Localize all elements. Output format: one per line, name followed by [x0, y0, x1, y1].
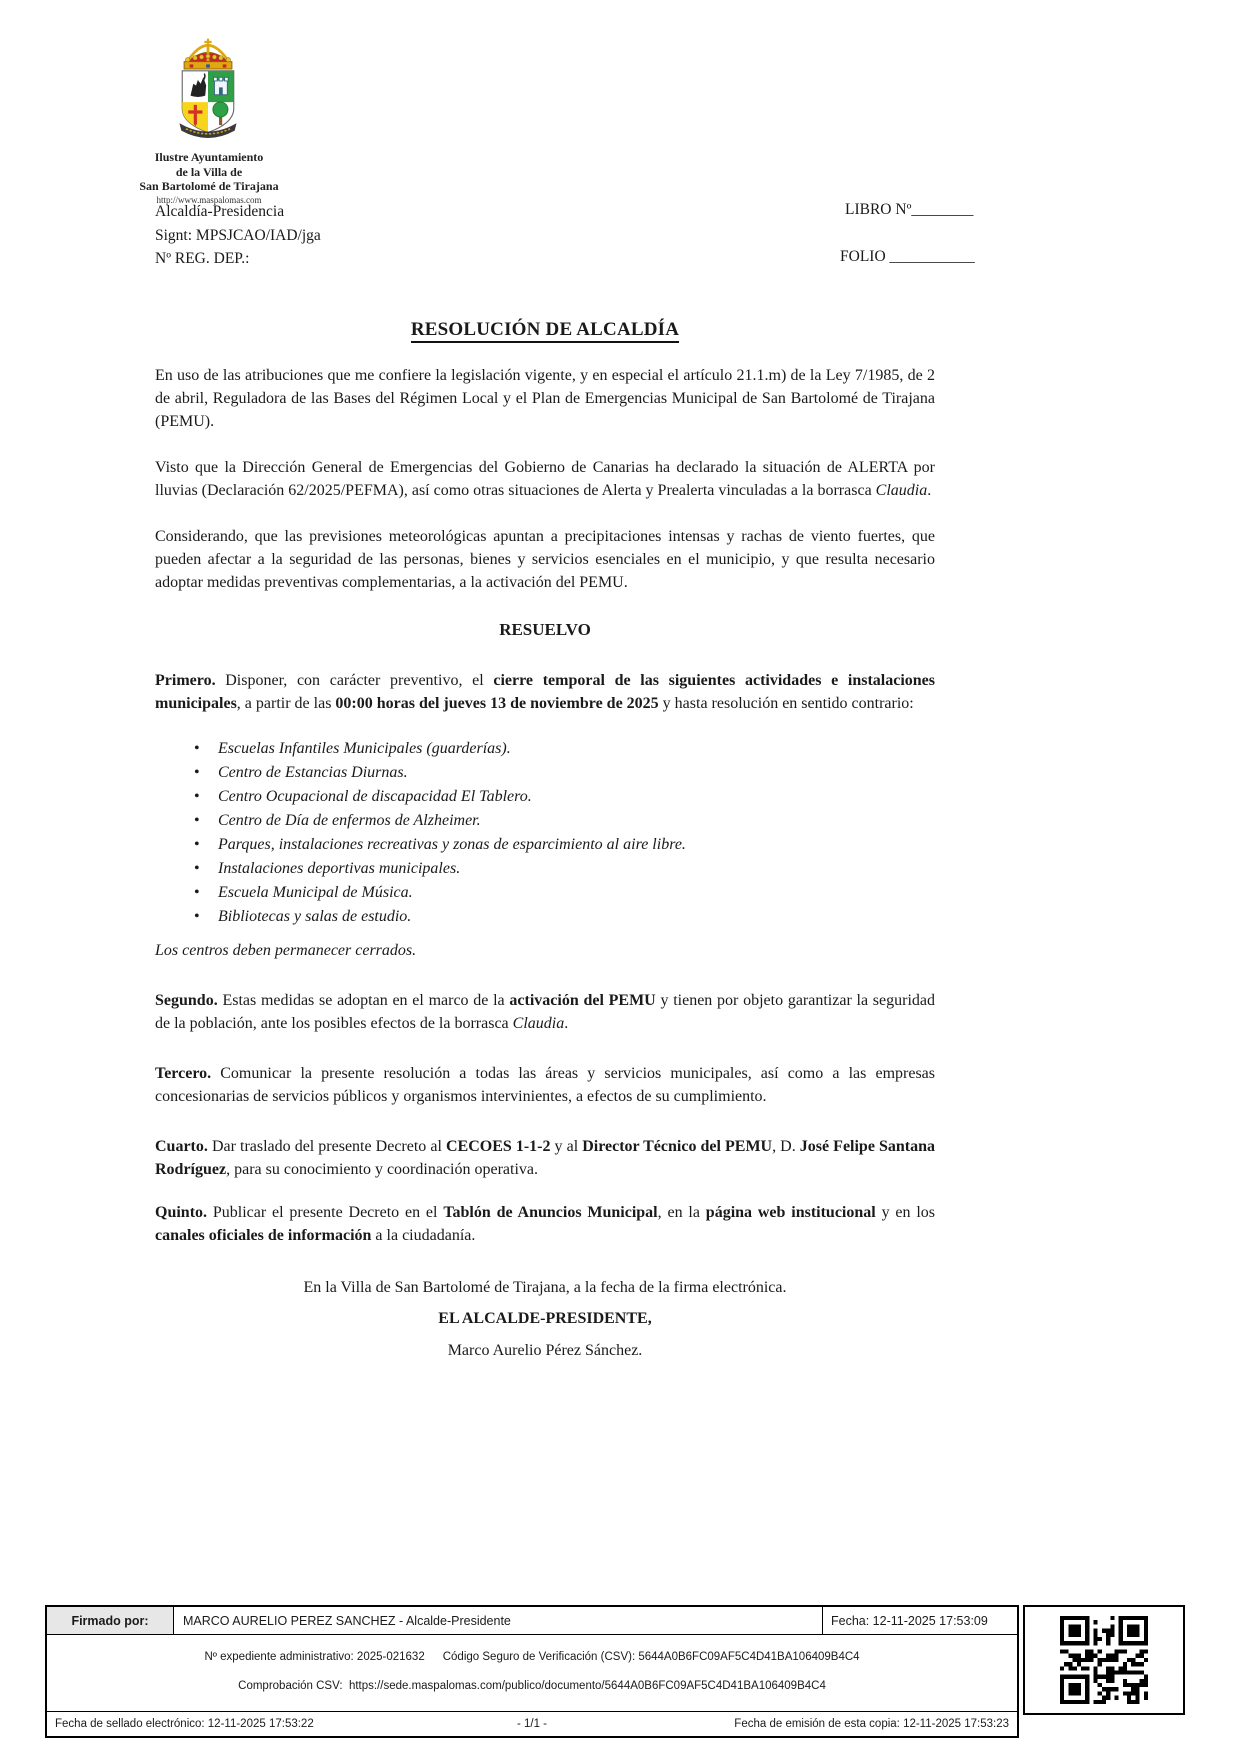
org-line: de la Villa de: [175, 164, 243, 179]
list-item: • Escuela Municipal de Música.: [192, 881, 935, 905]
expediente-line: [51, 1643, 1013, 1672]
paragraph-atribuciones: En uso de las atribuciones que me confiere la legislación vigente, y en especial el artículo 21.1.m) de la Ley 7/1985, de 2 de abril, Reguladora de las Bases del Régimen Local y el Plan de Emergencias Municipal de San Bartolomé de Tirajana (PEMU).: [155, 367, 935, 430]
dept-line: Alcaldía-Presidencia: [155, 203, 285, 220]
org-line: Ilustre Ayuntamiento: [154, 150, 264, 164]
paragraph-segundo: Segundo. Estas medidas se adoptan en el marco de la activación del PEMU y tienen por objeto garantizar la seguridad de la población, ante los posibles efectos de la borrasca Claudia.: [155, 992, 935, 1032]
document-title: RESOLUCIÓN DE ALCALDÍA: [155, 318, 935, 342]
comprobacion-url[interactable]: https://sede.maspalomas.com/publico/documento/5644A0B6FC09AF5C4D41BA106409B4C4: [348, 1680, 826, 1692]
paragraph-primero: Primero. Disponer, con carácter preventivo, el cierre temporal de las siguientes actividades e instalaciones municipales, a partir de las 00:00 horas del jueves 13 de noviembre de 2025 y hasta resolución en sentido contrario:: [155, 672, 936, 712]
libro-field: LIBRO Nº________: [845, 201, 974, 218]
list-item: • Instalaciones deportivas municipales.: [192, 857, 935, 881]
signature-footer-table: [45, 1605, 1019, 1738]
verification-section: [47, 1635, 1017, 1712]
emision-timestamp: Fecha de emisión de esta copia: 12-11-2025 17:53:23: [734, 1718, 1009, 1730]
paragraph-visto: Visto que la Dirección General de Emergencias del Gobierno de Canarias ha declarado la situación de ALERTA por lluvias (Declaración 62/2025/PEFMA), así como otras situaciones de Alerta y Prealerta vinculadas a la borrasca Claudia.: [155, 459, 935, 499]
signature-date: Fecha: 12-11-2025 17:53:09: [822, 1607, 1017, 1634]
timestamps-row: [47, 1712, 1017, 1736]
org-line: San Bartolomé de Tirajana: [139, 179, 279, 193]
resuelvo-heading: RESUELVO: [499, 620, 591, 639]
signed-by-value: MARCO AURELIO PEREZ SANCHEZ - Alcalde-Presidente: [183, 1613, 511, 1628]
csv-code: Código Seguro de Verificación (CSV): 5644A0B6FC09AF5C4D41BA106409B4C4: [442, 1651, 860, 1663]
paragraph-quinto: Quinto. Publicar el presente Decreto en el Tablón de Anuncios Municipal, en la página web institucional y en los canales oficiales de información a la ciudadanía.: [155, 1204, 936, 1244]
org-url: http://www.maspalomas.com: [156, 194, 262, 205]
org-name-block: [104, 150, 314, 206]
list-item: • Centro de Estancias Diurnas.: [192, 761, 935, 785]
paragraph-considerando: Considerando, que las previsiones meteorológicas apuntan a precipitaciones intensas y rachas de viento fuertes, que pueden afectar a la seguridad de las personas, bienes y servicios esenciales en el municipio, y que resulta necesario adoptar medidas preventivas complementarias, a la activación del PEMU.: [155, 528, 935, 591]
list-item: • Parques, instalaciones recreativas y zonas de esparcimiento al aire libre.: [192, 833, 935, 857]
paragraph-cerrados: Los centros deben permanecer cerrados.: [155, 942, 417, 959]
list-item: • Centro de Día de enfermos de Alzheimer.: [192, 809, 935, 833]
closing-role-line: EL ALCALDE-PRESIDENTE,: [438, 1310, 652, 1327]
closure-list: [192, 737, 935, 929]
header-meta-left: [155, 200, 321, 271]
paragraph-cuarto: Cuarto. Dar traslado del presente Decreto al CECOES 1-1-2 y al Director Técnico del PEMU, D. José Felipe Santana Rodríguez, para su conocimiento y coordinación operativa.: [155, 1138, 936, 1178]
signed-by-label: Firmado por:: [47, 1607, 174, 1634]
list-item: • Escuelas Infantiles Municipales (guarderías).: [192, 737, 935, 761]
qr-code-box: [1023, 1605, 1185, 1715]
reg-line: Nº REG. DEP.:: [155, 250, 250, 267]
list-item: • Bibliotecas y salas de estudio.: [192, 905, 935, 929]
folio-field: FOLIO ___________: [840, 248, 975, 265]
comprobacion-line: [51, 1672, 1013, 1701]
signt-line: Signt: MPSJCAO/IAD/jga: [155, 226, 321, 244]
page-number: - 1/1 -: [516, 1718, 548, 1730]
qr-code: [1060, 1616, 1148, 1704]
paragraph-tercero: Tercero. Comunicar la presente resolución a todas las áreas y servicios municipales, así como a las empresas concesionarias de servicios públicos y organismos intervinientes, a efectos de su cumplimiento.: [155, 1065, 935, 1105]
document-body: [155, 318, 935, 1362]
expediente-number: Nº expediente administrativo: 2025-021632: [204, 1651, 425, 1663]
list-item: • Centro Ocupacional de discapacidad El Tablero.: [192, 785, 935, 809]
coat-of-arms-icon: [162, 33, 254, 156]
signature-row: [47, 1607, 1017, 1635]
comprobacion-label: Comprobación CSV:: [238, 1680, 343, 1692]
closing-signer-name: Marco Aurelio Pérez Sánchez.: [447, 1342, 643, 1359]
sellado-timestamp: Fecha de sellado electrónico: 12-11-2025 17:53:22: [55, 1718, 314, 1730]
closing-place-line: En la Villa de San Bartolomé de Tirajana, a la fecha de la firma electrónica.: [303, 1279, 787, 1296]
